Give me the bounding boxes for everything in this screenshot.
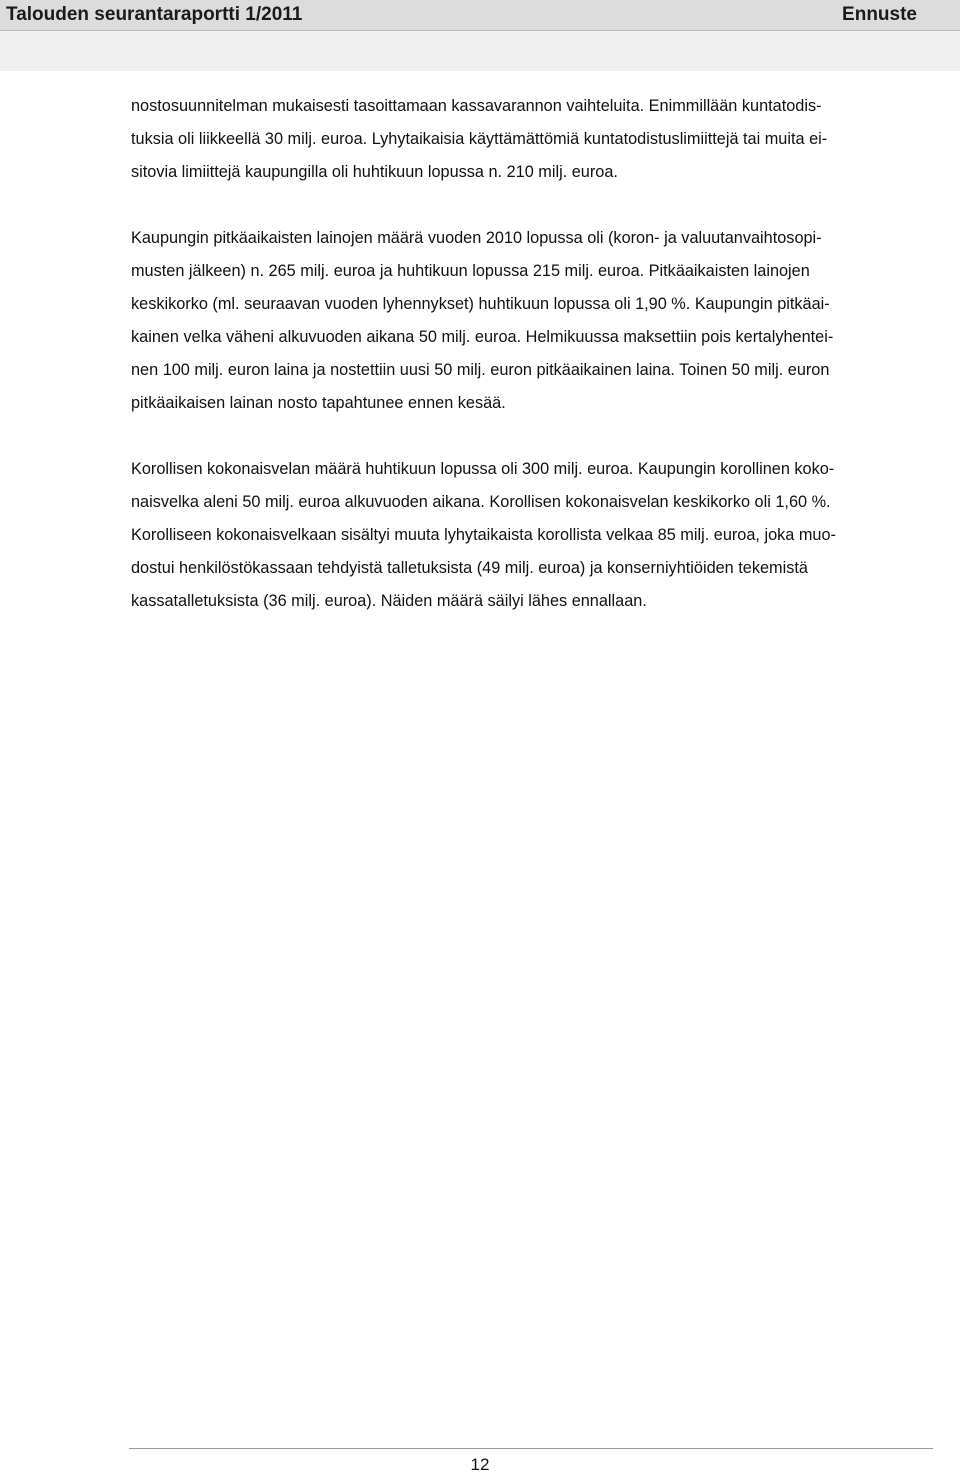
page-header (0, 0, 960, 31)
text-line: dostui henkilöstökassaan tehdyistä talletuksista (49 milj. euroa) ja konserniyhtiöiden tekemistä (131, 559, 808, 577)
text-line: nostosuunnitelman mukaisesti tasoittamaan kassavarannon vaihteluita. Enimmillään kuntatodis- (131, 97, 822, 115)
text-line: sitovia limiittejä kaupungilla oli huhtikuun lopussa n. 210 milj. euroa. (131, 163, 618, 181)
paragraph-interest-bearing-debt (131, 453, 941, 618)
report-title: Talouden seurantaraportti 1/2011 (6, 4, 303, 25)
text-line: kassatalletuksista (36 milj. euroa). Näiden määrä säilyi lähes ennallaan. (131, 592, 647, 610)
section-title: Ennuste (842, 4, 917, 25)
text-line: pitkäaikaisen lainan nosto tapahtunee ennen kesää. (131, 394, 506, 412)
paragraph-long-term-loans (131, 222, 941, 420)
text-line: keskikorko (ml. seuraavan vuoden lyhennykset) huhtikuun lopussa oli 1,90 %. Kaupungin pitkäai- (131, 295, 830, 313)
text-line: tuksia oli liikkeellä 30 milj. euroa. Lyhytaikaisia käyttämättömiä kuntatodistuslimiittejä tai muita ei- (131, 130, 828, 148)
header-strip (0, 31, 960, 71)
text-line: nen 100 milj. euron laina ja nostettiin uusi 50 milj. euron pitkäaikainen laina. Toinen 50 milj. euron (131, 361, 830, 379)
text-line: Korolliseen kokonaisvelkaan sisältyi muuta lyhytaikaista korollista velkaa 85 milj. euroa, joka muo- (131, 526, 836, 544)
text-line: naisvelka aleni 50 milj. euroa alkuvuoden aikana. Korollisen kokonaisvelan keskikorko oli 1,60 %. (131, 493, 831, 511)
footer-divider (129, 1448, 933, 1449)
page-number: 12 (470, 1455, 490, 1474)
text-line: Korollisen kokonaisvelan määrä huhtikuun lopussa oli 300 milj. euroa. Kaupungin korollinen koko- (131, 460, 835, 478)
paragraph-cash-management (131, 90, 941, 189)
document-body (131, 90, 941, 618)
text-line: musten jälkeen) n. 265 milj. euroa ja huhtikuun lopussa 215 milj. euroa. Pitkäaikaisten lainojen (131, 262, 810, 280)
text-line: kainen velka väheni alkuvuoden aikana 50 milj. euroa. Helmikuussa maksettiin pois kertalyhentei- (131, 328, 834, 346)
text-line: Kaupungin pitkäaikaisten lainojen määrä vuoden 2010 lopussa oli (koron- ja valuutanvaihtosopi- (131, 229, 822, 247)
